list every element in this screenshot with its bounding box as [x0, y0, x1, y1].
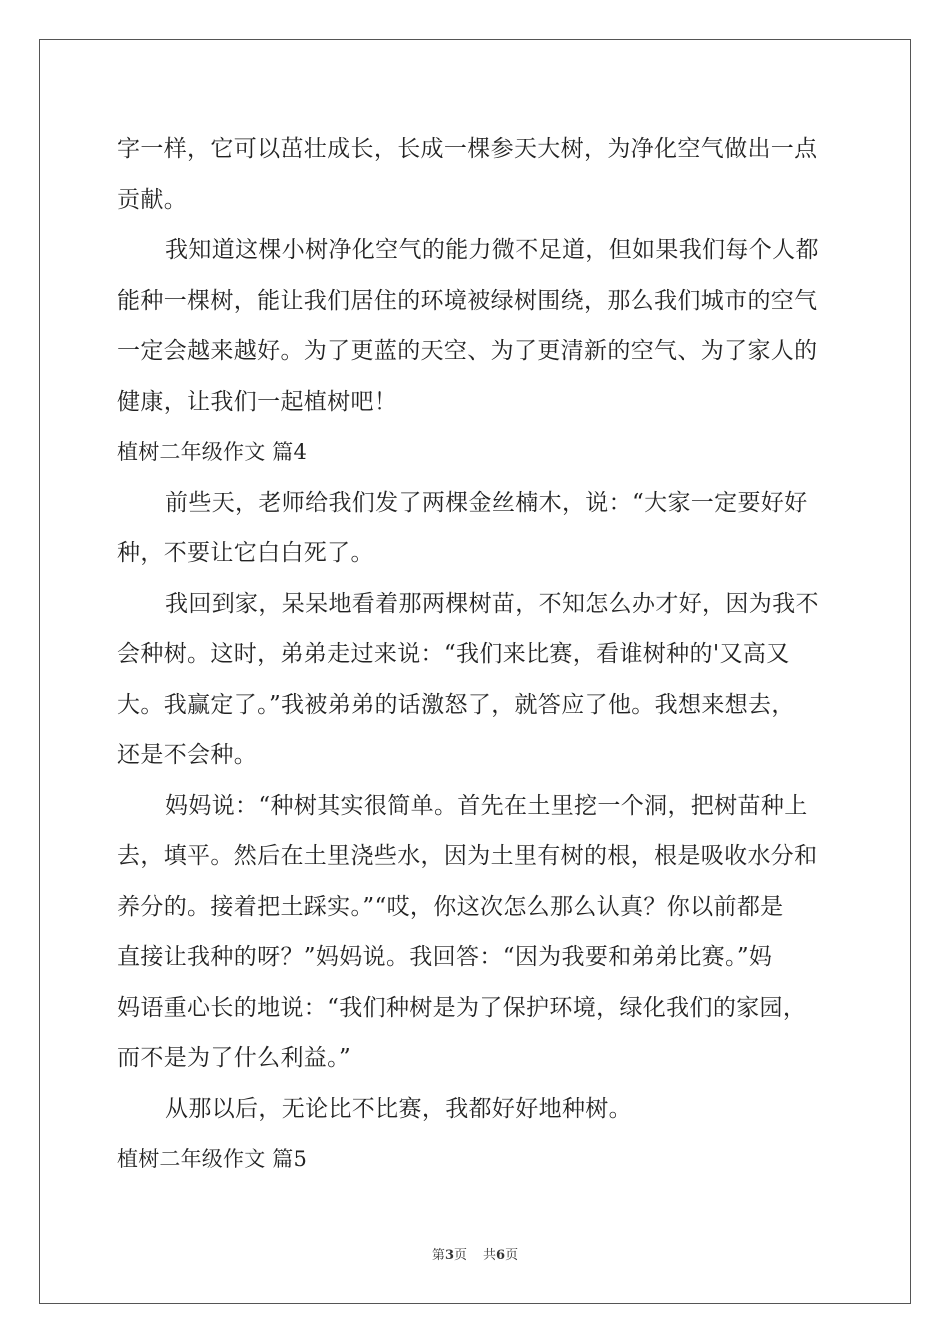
- total-suffix: 页: [505, 1248, 519, 1263]
- paragraph-line: 妈语重心长的地说：“我们种树是为了保护环境，绿化我们的家园，: [117, 994, 807, 1021]
- paragraph-line: 我知道这棵小树净化空气的能力微不足道，但如果我们每个人都: [165, 237, 819, 263]
- paragraph-line: 大。我赢定了。”我被弟弟的话激怒了，就答应了他。我想来想去，: [117, 691, 795, 718]
- paragraph-line: 种，不要让它白白死了。: [117, 540, 374, 566]
- paragraph-line: 还是不会种。: [117, 742, 258, 768]
- paragraph-line: 从那以后，无论比不比赛，我都好好地种树。: [165, 1095, 632, 1122]
- paragraph-line: 贡献。: [117, 186, 188, 213]
- paragraph-line: 字一样，它可以茁壮成长，长成一棵参天大树，为净化空气做出一点: [117, 136, 818, 162]
- document-body: [117, 124, 833, 1185]
- page-number: 3: [444, 1248, 454, 1263]
- page-indicator: [432, 1248, 467, 1263]
- paragraph-line: 直接让我种的呀？”妈妈说。我回答：“因为我要和弟弟比赛。”妈: [117, 944, 773, 970]
- paragraph-line: 健康，让我们一起植树吧！: [117, 388, 398, 415]
- page-footer: [0, 1244, 950, 1263]
- page-suffix: 页: [453, 1248, 467, 1263]
- paragraph-line: 而不是为了什么利益。”: [117, 1045, 352, 1071]
- paragraph-line: 妈妈说：“种树其实很简单。首先在土里挖一个洞，把树苗种上: [165, 792, 808, 819]
- page-prefix: 第: [431, 1248, 445, 1263]
- total-prefix: 共: [483, 1248, 497, 1263]
- total-indicator: [483, 1248, 518, 1263]
- total-pages: 6: [496, 1248, 506, 1263]
- section-heading: 植树二年级作文 篇4: [117, 440, 308, 464]
- section-heading: 植树二年级作文 篇5: [117, 1147, 308, 1171]
- paragraph-line: 养分的。接着把土踩实。”“哎，你这次怎么那么认真？你以前都是: [117, 893, 784, 920]
- paragraph-line: 我回到家，呆呆地看着那两棵树苗，不知怎么办才好，因为我不: [165, 590, 819, 617]
- paragraph-line: 会种树。这时，弟弟走过来说：“我们来比赛，看谁树种的'又高又: [117, 641, 790, 667]
- paragraph-line: 前些天，老师给我们发了两棵金丝楠木，说：“大家一定要好好: [165, 489, 808, 516]
- paragraph-line: 去，填平。然后在土里浇些水，因为土里有树的根，根是吸收水分和: [117, 843, 818, 869]
- paragraph-line: 能种一棵树，能让我们居住的环境被绿树围绕，那么我们城市的空气: [117, 287, 818, 314]
- paragraph-line: 一定会越来越好。为了更蓝的天空、为了更清新的空气、为了家人的: [117, 338, 818, 364]
